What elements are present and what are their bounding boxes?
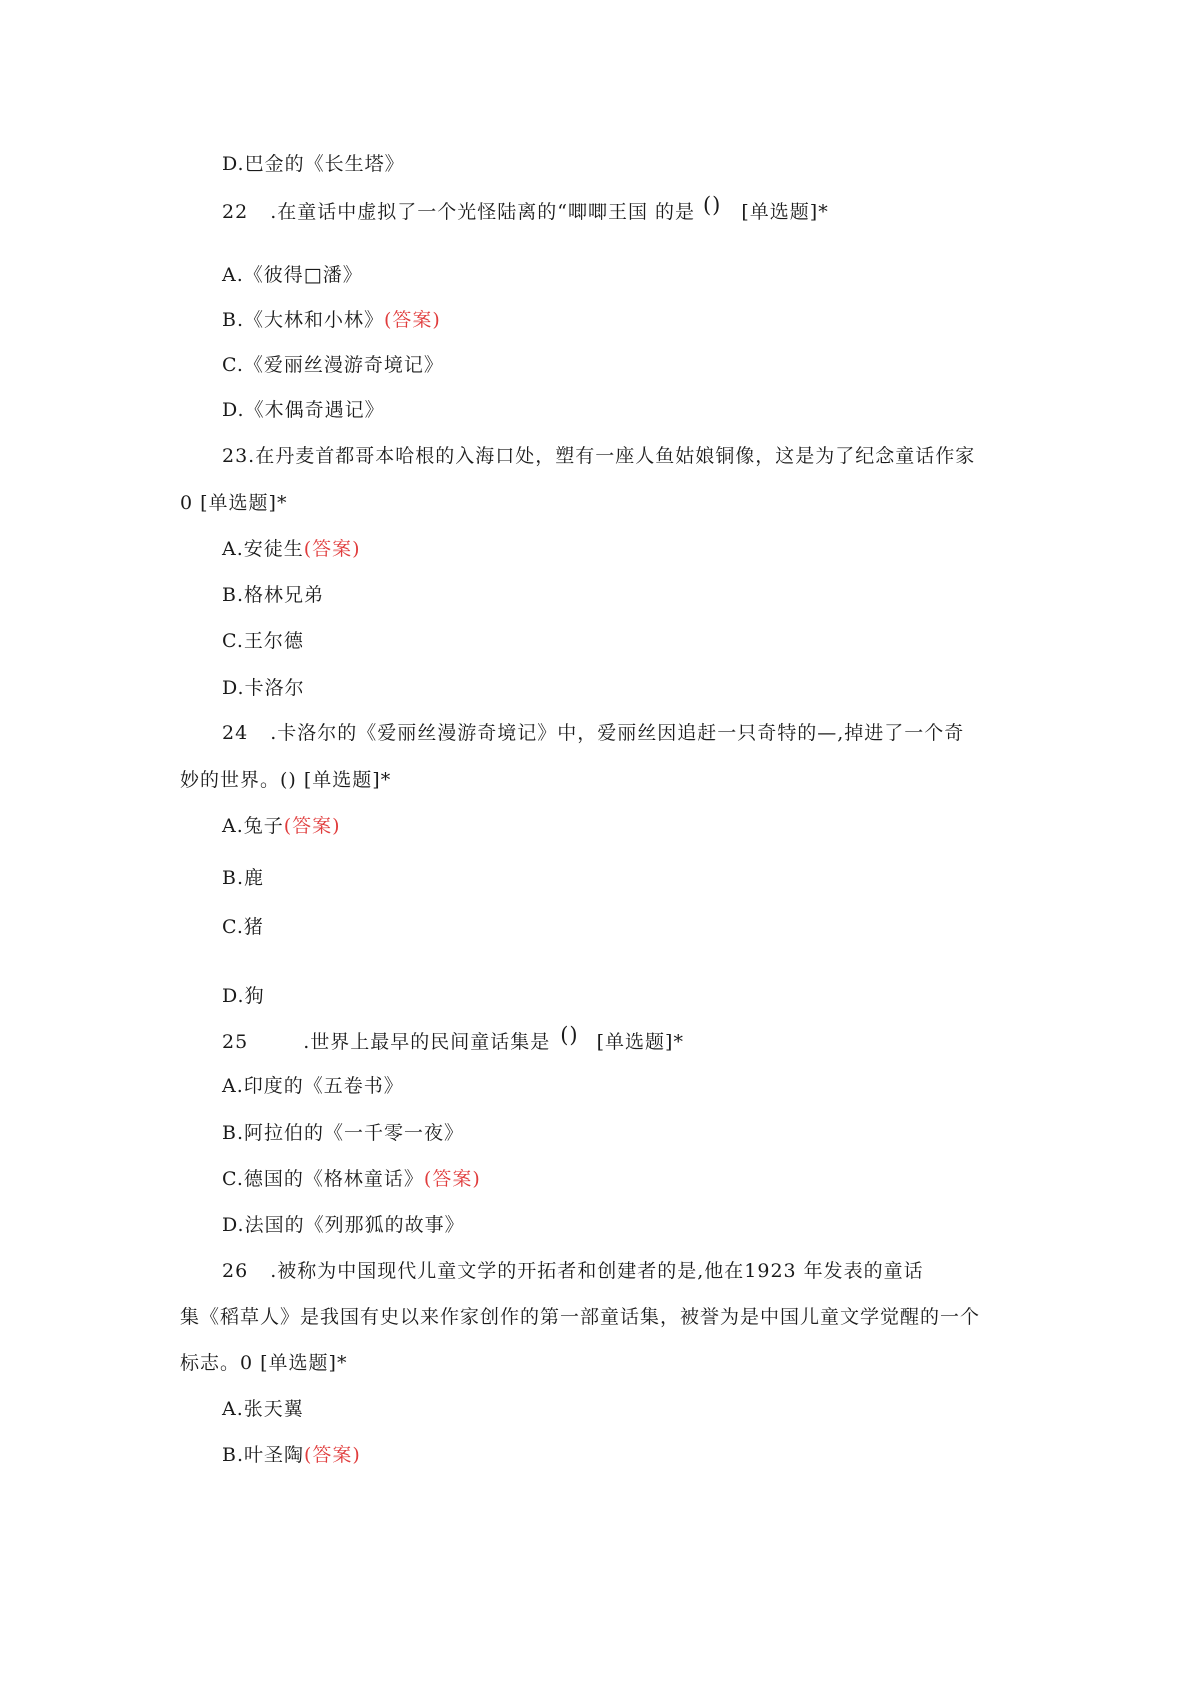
- option-label: C.《爱丽丝漫游奇境记》: [222, 354, 444, 376]
- q25-stem: [222, 1023, 684, 1055]
- question-text: .世界上最早的民间童话集是: [303, 1031, 551, 1053]
- option-label: A.印度的《五卷书》: [222, 1075, 404, 1097]
- q24-option-b: [222, 865, 264, 891]
- option-label: C.王尔德: [222, 630, 304, 652]
- q21-option-d: [222, 151, 405, 177]
- answer-marker: (答案): [304, 1444, 361, 1466]
- question-text: 标志。0 [单选题]*: [180, 1352, 348, 1374]
- option-label: D.巴金的《长生塔》: [222, 153, 405, 175]
- question-number: 24: [222, 722, 249, 744]
- q23-stem-line-1: [222, 443, 975, 469]
- option-label: D.法国的《列那狐的故事》: [222, 1214, 465, 1236]
- answer-marker: (答案): [283, 815, 341, 837]
- option-label: B.叶圣陶: [222, 1444, 305, 1466]
- q22-option-a: [222, 262, 363, 288]
- option-label: A.张天翼: [222, 1398, 304, 1420]
- q22-stem: [222, 193, 829, 225]
- q26-stem-line-1: [222, 1258, 924, 1284]
- answer-marker: (答案): [384, 309, 441, 331]
- option-label: D.《木偶奇遇记》: [222, 399, 385, 421]
- option-label: C.猪: [222, 916, 264, 938]
- q24-stem-line-2: [180, 767, 391, 793]
- q25-option-b: [222, 1120, 464, 1146]
- q24-option-a: [222, 813, 341, 839]
- answer-marker: (答案): [303, 538, 361, 560]
- option-label: A.《彼得□潘》: [222, 264, 363, 286]
- question-type-tag: [单选题]*: [741, 201, 829, 223]
- question-number: 22: [222, 201, 249, 223]
- option-label: B.鹿: [222, 867, 265, 889]
- q26-option-a: [222, 1396, 304, 1422]
- q26-option-b: [222, 1442, 361, 1468]
- option-label: A.兔子: [222, 815, 284, 837]
- answer-blank: (): [702, 193, 722, 217]
- q23-stem-line-2: [180, 490, 287, 516]
- option-label: B.格林兄弟: [222, 584, 325, 606]
- q22-option-c: [222, 352, 444, 378]
- q22-option-d: [222, 397, 385, 423]
- q24-option-d: [222, 983, 265, 1009]
- q26-stem-line-3: [180, 1350, 347, 1376]
- q22-option-b: [222, 307, 441, 333]
- q24-stem-line-1: [222, 720, 964, 746]
- option-label: B.《大林和小林》: [222, 309, 385, 331]
- option-label: C.德国的《格林童话》: [222, 1168, 424, 1190]
- question-number: 26: [222, 1260, 249, 1282]
- option-label: D.狗: [222, 985, 265, 1007]
- answer-blank: (): [560, 1023, 579, 1047]
- question-number: 25: [222, 1031, 249, 1053]
- question-text: .在童话中虚拟了一个光怪陆离的“唧唧王国 的是: [270, 201, 695, 223]
- q23-option-b: [222, 582, 324, 608]
- q24-option-c: [222, 914, 264, 940]
- question-text: .卡洛尔的《爱丽丝漫游奇境记》中，爱丽丝因追赶一只奇特的—,掉进了一个奇: [270, 722, 965, 744]
- question-type-tag: 0 [单选题]*: [180, 492, 288, 514]
- option-label: D.卡洛尔: [222, 677, 305, 699]
- question-text: 23.在丹麦首都哥本哈根的入海口处，塑有一座人鱼姑娘铜像，这是为了纪念童话作家: [222, 445, 976, 467]
- option-label: A.安徒生: [222, 538, 304, 560]
- question-text: 集《稻草人》是我国有史以来作家创作的第一部童话集，被誉为是中国儿童文学觉醒的一个: [180, 1306, 981, 1328]
- question-type-tag: [单选题]*: [596, 1031, 684, 1053]
- option-label: B.阿拉伯的《一千零一夜》: [222, 1122, 465, 1144]
- q23-option-c: [222, 628, 304, 654]
- q25-option-d: [222, 1212, 465, 1238]
- q23-option-d: [222, 675, 305, 701]
- q23-option-a: [222, 536, 361, 562]
- answer-marker: (答案): [423, 1168, 481, 1190]
- question-text: 妙的世界。() [单选题]*: [180, 769, 392, 791]
- q25-option-c: [222, 1166, 481, 1192]
- question-text: .被称为中国现代儿童文学的开拓者和创建者的是,他在1923 年发表的童话: [270, 1260, 924, 1282]
- q25-option-a: [222, 1073, 404, 1099]
- q26-stem-line-2: [180, 1304, 980, 1330]
